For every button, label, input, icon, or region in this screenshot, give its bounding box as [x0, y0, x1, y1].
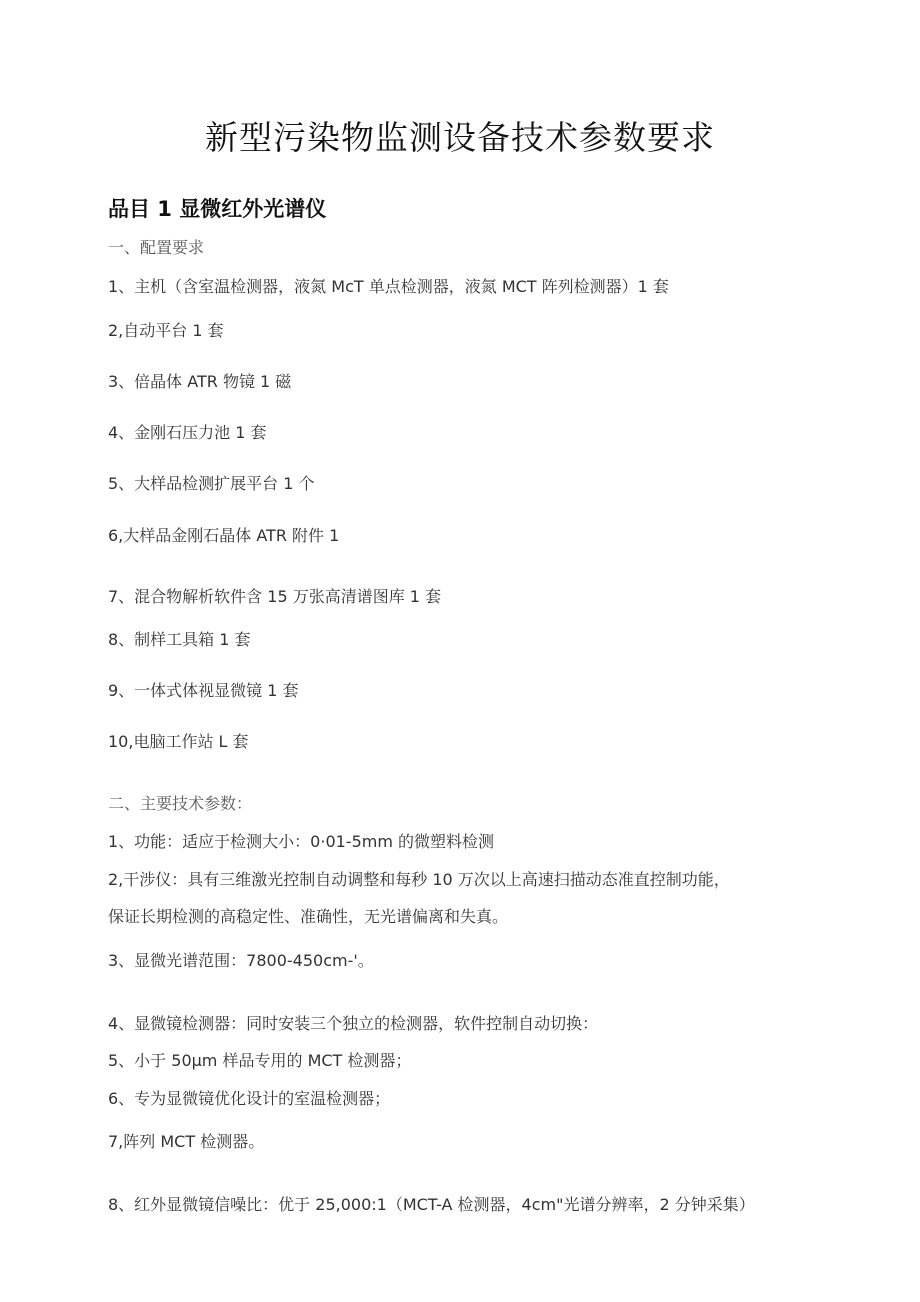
config-line-6: 6,大样品金刚石晶体 ATR 附件 1 [108, 526, 340, 545]
config-line-4: 4、金刚石压力池 1 套 [108, 423, 267, 442]
section-heading-config: 一、配置要求 [108, 238, 205, 257]
param-line-7: 7,阵列 MCT 检测器。 [108, 1132, 265, 1151]
config-line-1: 1、主机（含室温检测器，液氮 McT 单点检测器，液氮 MCT 阵列检测器）1 套 [108, 277, 669, 296]
param-line-8: 8、红外显微镜信噪比：优于 25,000:1（MCT-A 检测器，4cm"光谱分辨率，2 分钟采集） [108, 1195, 755, 1214]
config-line-5: 5、大样品检测扩展平台 1 个 [108, 474, 315, 493]
param-line-1: 1、功能：适应于检测大小：0·01-5mm 的微塑料检测 [108, 832, 495, 851]
param-line-6: 6、专为显微镜优化设计的室温检测器； [108, 1089, 391, 1108]
item-heading: 品目 1 显微红外光谱仪 [108, 197, 327, 221]
config-line-7: 7、混合物解析软件含 15 万张高清谱图库 1 套 [108, 587, 442, 606]
config-line-8: 8、制样工具箱 1 套 [108, 630, 251, 649]
param-line-5: 5、小于 50μm 样品专用的 MCT 检测器； [108, 1051, 412, 1070]
document-title: 新型污染物监测设备技术参数要求 [205, 118, 715, 157]
param-line-4: 4、显微镜检测器：同时安装三个独立的检测器，软件控制自动切换： [108, 1014, 599, 1033]
config-line-3: 3、倍晶体 ATR 物镜 1 磁 [108, 372, 292, 391]
section-heading-params: 二、主要技术参数： [108, 794, 253, 813]
config-line-9: 9、一体式体视显微镜 1 套 [108, 681, 299, 700]
config-line-2: 2,自动平台 1 套 [108, 321, 224, 340]
config-line-10: 10,电脑工作站 L 套 [108, 732, 249, 751]
param-line-2: 2,干涉仪：具有三维激光控制自动调整和每秒 10 万次以上高速扫描动态准直控制功能， [108, 870, 730, 889]
param-line-3: 3、显微光谱范围：7800-450cm-'。 [108, 951, 374, 970]
param-line-2-cont: 保证长期检测的高稳定性、准确性，无光谱偏离和失真。 [108, 907, 509, 926]
